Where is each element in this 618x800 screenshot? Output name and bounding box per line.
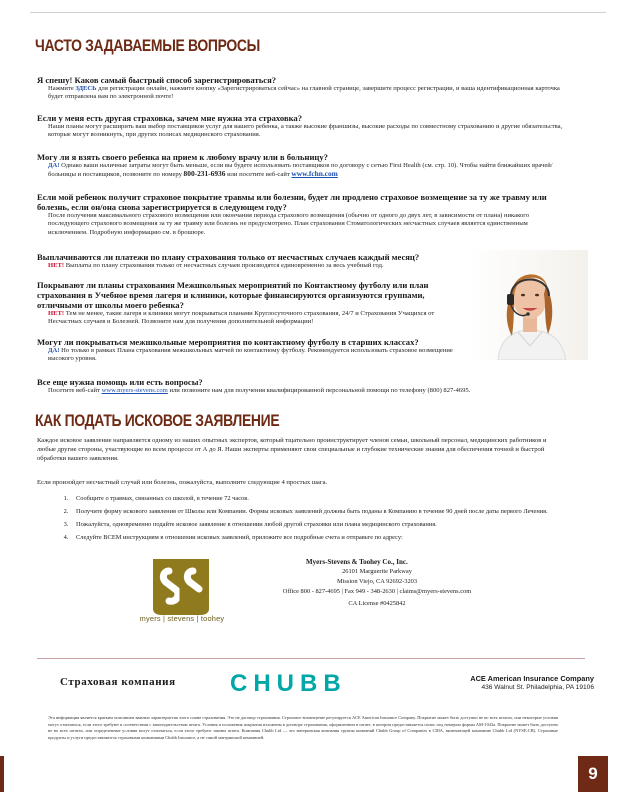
- faq-question: Могу ли я взять своего ребенка на прием к любому врачу или в больницу?: [37, 152, 328, 162]
- top-rule: [30, 12, 606, 13]
- logo-wordmark: myers | stevens | toohey: [139, 614, 225, 623]
- divider: [37, 658, 585, 659]
- answer-text: Тем не менее, такие лагеря и клиники могут покрываться планами Круглосуточного страхования, 24/7 и Страхования Учащихся от Несчастных случаев и Болезней. Позвоните нам для получения дополнительной информации!: [48, 310, 435, 326]
- answer-text: Но только в рамках Плана страхования межшкольных матчей по контактному футболу. Рекомендуется использовать страховое возмещение высокого уровня.: [48, 347, 453, 363]
- claim-step: 2. Получите форму искового заявления от Школы или Компании. Формы исковых заявлений должны быть поданы в Компанию в течение 90 дней после даты первого Лечения.: [70, 508, 580, 516]
- answer-flag: ДА!: [48, 347, 60, 354]
- faq-answer: [37, 85, 565, 102]
- here-link[interactable]: ЗДЕСЬ: [75, 85, 97, 92]
- license-number: CA License #0425842: [348, 600, 406, 607]
- faq-answer: [37, 310, 457, 327]
- answer-text: Посетите веб-сайт: [48, 387, 102, 394]
- faq-question: Если у меня есть другая страховка, зачем мне нужна эта страховка?: [37, 113, 303, 123]
- faq-question: Выплачиваются ли платежи по плану страхования только от несчастных случаев каждый месяц?: [37, 252, 420, 262]
- claim-intro: Каждое исковое заявление направляется одному из наших опытных экспертов, который тщательно проинструктирует членов семьи, школьный персонал, медицинских работников и любые другие стороны, участвующие во всем процессе от А до Я. Наши эксперты применяют свои специальные и глубокие технические знания для обеспечения точной и быстрой обработки вашего заявления.: [37, 437, 547, 462]
- faq-item: [37, 75, 565, 102]
- faq-item: [37, 152, 565, 180]
- myers-stevens-logo-icon: [149, 557, 213, 617]
- faq-question: Если мой ребенок получит страховое покрытие травмы или болезни, будет ли продлено страховое возмещение за ту же травму или болезнь, если он/она снова зарегистрируется в следующем году?: [37, 192, 547, 212]
- faq-answer: [37, 347, 457, 364]
- answer-text: для регистрации онлайн, нажмите кнопку «Зарегистрироваться сейчас» на главной странице, завершите процесс регистрации, и ваша идентификационная карточка будет отправлена вам по электронной почте!: [48, 85, 560, 101]
- faq-item: [37, 280, 457, 327]
- claim-step: 4. Следуйте ВСЕМ инструкциям в отношении исковых заявлений, приложите все подробные счета и отправьте по адресу:: [70, 534, 580, 542]
- claim-step: 3. Пожалуйста, одновременно подайте исковое заявление в отношении любой другой страховки или плана медицинского страхования.: [70, 521, 580, 529]
- steps-lead: Если произойдет несчастный случай или болезнь, пожалуйста, выполните следующие 4 простых шага.: [37, 479, 328, 486]
- faq-item: [37, 113, 565, 140]
- answer-text: Нажмите: [48, 85, 76, 92]
- answer-text: Однако ваши наличные затраты могут быть меньше, если вы будете использовать поставщиков по договору с сетью First Health (см. стр. 10). Чтобы найти ближайших врачей/больницы и поставщиков, позвоните по номеру: [48, 162, 553, 179]
- fchn-link[interactable]: www.fchn.com: [291, 169, 338, 179]
- faq-answer: [37, 387, 565, 395]
- faq-question: Могут ли покрываться межшкольные мероприятия по контактному футболу в старших классах?: [37, 337, 419, 347]
- phone-number: 800-231-6936: [183, 169, 226, 179]
- underwriter-name: ACE American Insurance Company: [470, 674, 594, 683]
- faq-item: [37, 377, 565, 395]
- answer-flag: НЕТ!: [48, 310, 65, 317]
- claim-steps: [48, 495, 580, 547]
- claim-title: КАК ПОДАТЬ ИСКОВОЕ ЗАЯВЛЕНИЕ: [35, 411, 280, 430]
- faq-answer: Наши планы могут расширить ваш выбор поставщиков услуг для вашего ребенка, а также высокие франшизы, высокие расходы по совместному страхованию и другие обязательства, которые могут возникнуть, при других полисах медицинского страхования.: [48, 123, 563, 139]
- firm-name: Myers-Stevens & Toohey Co., Inc.: [306, 558, 408, 566]
- answer-flag: ДА!: [48, 162, 60, 169]
- faq-item: [37, 192, 565, 237]
- address-line: 26101 Marguerite Parkway: [342, 568, 412, 575]
- answer-text: или позвоните нам для получения квалифицированной персональной помощи по телефону (800) 827-4695.: [167, 387, 471, 394]
- address-line: Mission Viejo, CA 92692-3203: [336, 578, 418, 585]
- page-corner-bar: [0, 756, 4, 792]
- faq-question: Я спешу! Каков самый быстрый способ зарегистрироваться?: [37, 75, 277, 85]
- underwriter: [434, 674, 594, 692]
- answer-flag: НЕТ!: [48, 262, 65, 269]
- page-number: 9: [578, 756, 608, 792]
- faq-question: Все еще нужна помощь или есть вопросы?: [37, 377, 203, 387]
- underwriter-address: 436 Walnut St. Philadelphia, PA 19106: [481, 684, 594, 691]
- contact-line: Office 800 - 827-4695 | Fax 949 - 348-2630 | claims@myers-stevens.com: [282, 588, 472, 595]
- faq-answer: [37, 162, 565, 180]
- faq-item: [37, 337, 457, 364]
- faq-question: Покрывают ли планы страхования Межшкольных мероприятий по Контактному футболу или план страхования в Учебное время лагеря и клиники, которые финансируются организуются группами, отличными от школы моего ребенка?: [37, 280, 429, 310]
- chubb-logo-icon: [230, 672, 392, 694]
- support-agent-photo: [468, 250, 588, 360]
- claim-step: 1. Сообщите о травмах, связанных со школой, в течение 72 часов.: [70, 495, 580, 503]
- faq-item: [37, 252, 457, 270]
- claims-address: [252, 557, 502, 609]
- answer-text: или посетите веб-сайт: [225, 171, 292, 179]
- insurer-label: Страховая компания: [60, 676, 176, 688]
- chubb-wordmark: CHUBB: [230, 672, 347, 694]
- faq-answer: После получения максимального страхового возмещения или окончания периода страхового возмещения (обычно от одного до двух лет, в зависимости от плана) никакого последующего страхового возмещения за ту же травму или болезнь не предусмотрено. План страхования Стоматологических несчастных случаев является единственным исключением. Подробную информацию см. в брошюре.: [48, 212, 530, 236]
- faq-title: ЧАСТО ЗАДАВАЕМЫЕ ВОПРОСЫ: [35, 36, 260, 55]
- faq-answer: [37, 262, 457, 270]
- answer-text: Выплаты по плану страхования только от несчастных случаев производятся единовременно за весь учебный год.: [64, 262, 384, 269]
- legal-disclaimer: Эта информация является кратким описанием важных характеристик этого плана страхования. Это не договор страхования. Страховое возмещение регулируется ACE American Insurance Company. Покрытие может быть доступно не во всех штатах, или некоторые условия могут отличаться, если этого требуют в соответствии с законодательством штата. Условия и положения покрытия изложены в договоре страхования, оформленном в штате, в котором предоставляется полис под номером формы AM-1043a. Покрытие может быть доступно не во всех штатах, или определенные условия могут отличаться, если этого требуют законы штата. Компания Chubb Ltd — это материнская компания группы компаний Chubb Group of Companies в США, включающей компанию Chubb Ltd (NYSE:CB). Страховые продукты и услуги предоставляются страховыми компаниями Chubb Insurance, а не самой материнской компанией.: [48, 715, 558, 740]
- website-link[interactable]: www.myers-stevens.com: [101, 387, 168, 394]
